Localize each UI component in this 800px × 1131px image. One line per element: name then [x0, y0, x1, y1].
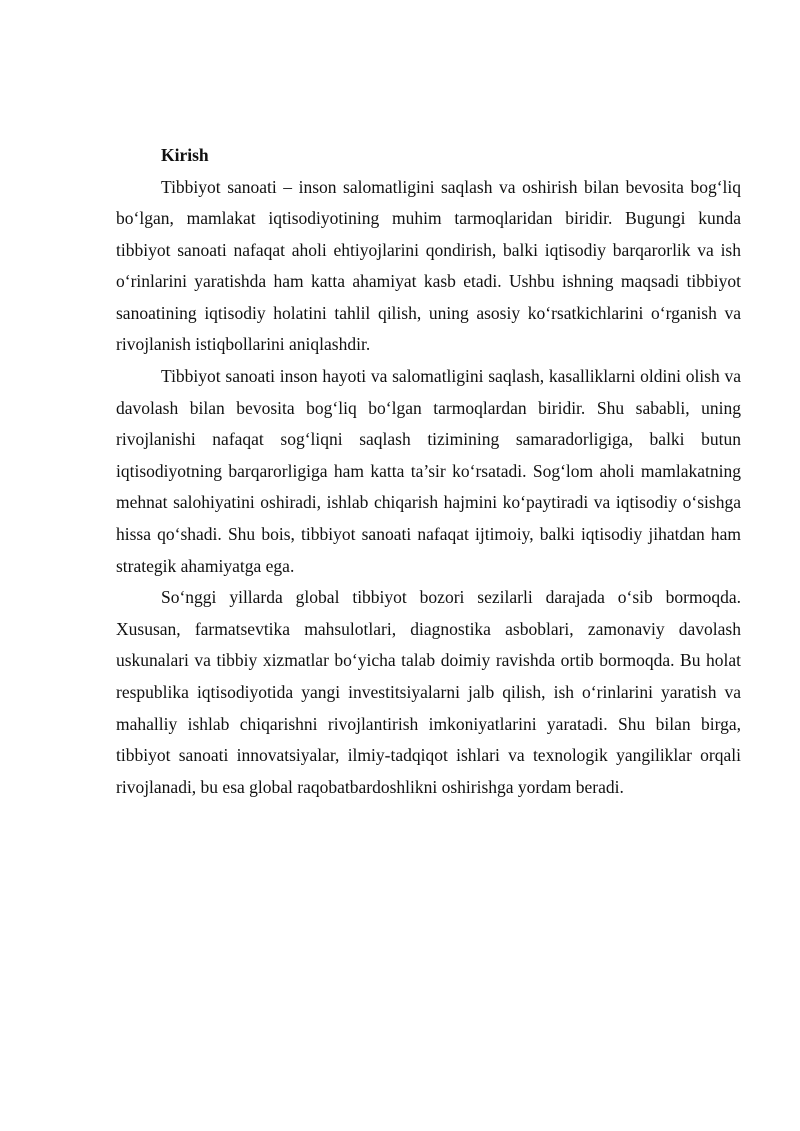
paragraph-1: Tibbiyot sanoati – inson salomatligini saqlash va oshirish bilan bevosita bog‘liq bo‘lgan, mamlakat iqtisodiyotining muhim tarmoqlaridan biridir. Bugungi kunda tibbiyot sanoati nafaqat aholi ehtiyojlarini qondirish, balki iqtisodiy barqarorlik va ish o‘rinlarini yaratishda ham katta ahamiyat kasb etadi. Ushbu ishning maqsadi tibbiyot sanoatining iqtisodiy holatini tahlil qilish, uning asosiy ko‘rsatkichlarini o‘rganish va rivojlanish istiqbollarini aniqlashdir.	[116, 176, 741, 355]
paragraph-2: Tibbiyot sanoati inson hayoti va salomatligini saqlash, kasalliklarni oldini olish va davolash bilan bevosita bog‘liq bo‘lgan tarmoqlardan biridir. Shu sababli, uning rivojlanishi nafaqat sog‘liqni saqlash tizimining samaradorligiga, balki butun iqtisodiyotning barqarorligiga ham katta ta’sir ko‘rsatadi. Sog‘lom aholi mamlakatning mehnat salohiyatini oshiradi, ishlab chiqarish hajmini ko‘paytiradi va iqtisodiy o‘sishga hissa qo‘shadi. Shu bois, tibbiyot sanoati nafaqat ijtimoiy, balki iqtisodiy jihatdan ham strategik ahamiyatga ega.	[116, 366, 741, 576]
paragraph-3: So‘nggi yillarda global tibbiyot bozori sezilarli darajada o‘sib bormoqda. Xususan, farmatsevtika mahsulotlari, diagnostika asboblari, zamonaviy davolash uskunalari va tibbiy xizmatlar bo‘yicha talab doimiy ravishda ortib bormoqda. Bu holat respublika iqtisodiyotida yangi investitsiyalarni jalb qilish, ish o‘rinlarini yaratish va mahalliy ishlab chiqarishni rivojlantirish imkoniyatlarini yaratadi. Shu bilan birga, tibbiyot sanoati innovatsiyalar, ilmiy-tadqiqot ishlari va texnologik yangiliklar orqali rivojlanadi, bu esa global raqobatbardoshlikni oshirishga yordam beradi.	[116, 587, 741, 797]
document-body	[116, 140, 741, 803]
section-heading: Kirish	[161, 145, 209, 165]
